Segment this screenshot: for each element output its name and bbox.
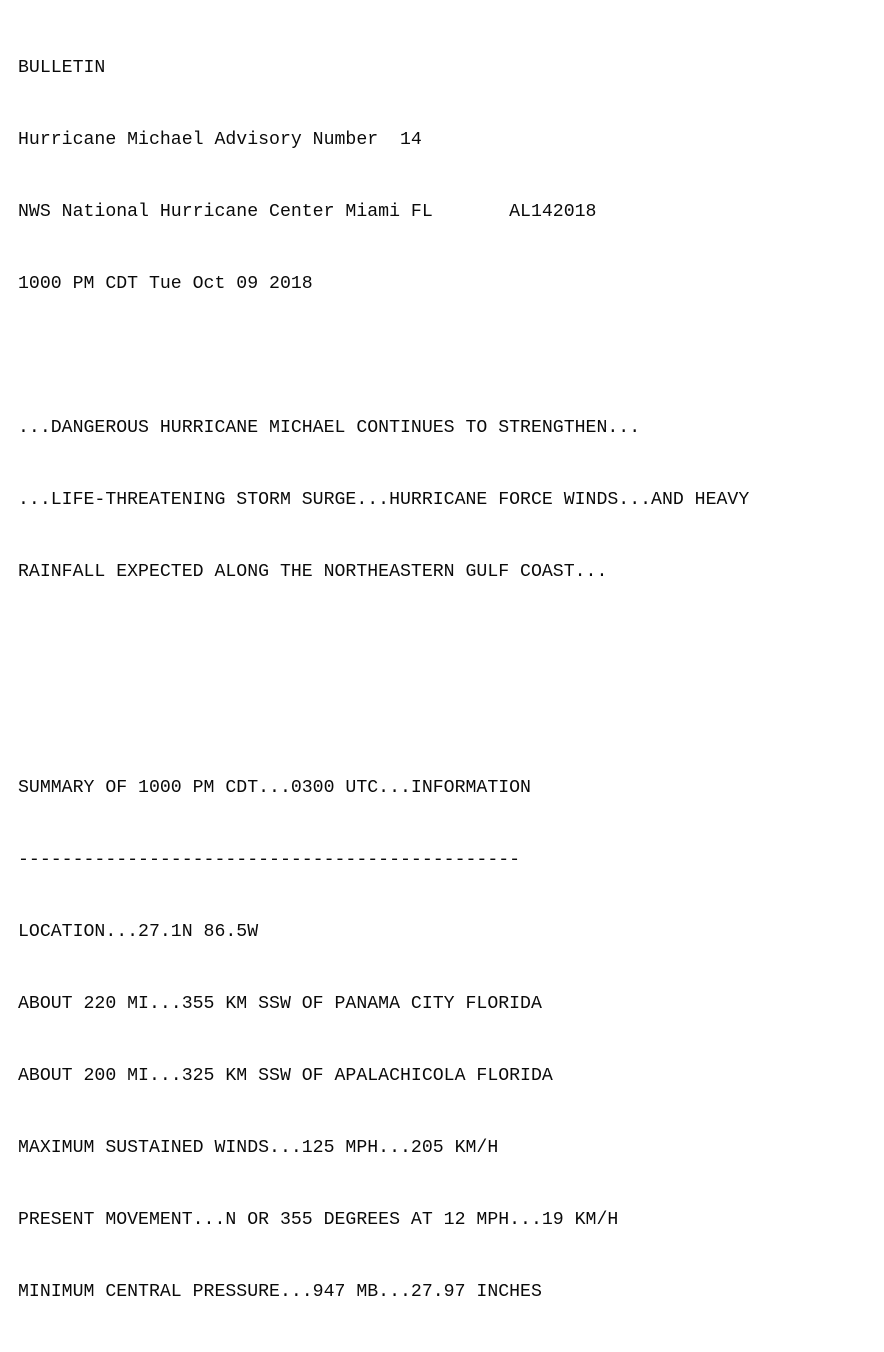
summary-movement: PRESENT MOVEMENT...N OR 355 DEGREES AT 12 MPH...19 KM/H (18, 1210, 619, 1230)
blank-line (18, 632, 749, 656)
summary-rule: ---------------------------------------------- (18, 850, 521, 870)
headline-2: ...LIFE-THREATENING STORM SURGE...HURRICANE FORCE WINDS...AND HEAVY (18, 490, 750, 510)
summary-pressure: MINIMUM CENTRAL PRESSURE...947 MB...27.97 INCHES (18, 1282, 542, 1302)
blank-line (18, 704, 749, 728)
summary-max-winds: MAXIMUM SUSTAINED WINDS...125 MPH...205 KM/H (18, 1138, 499, 1158)
summary-distance-panama-city: ABOUT 220 MI...355 KM SSW OF PANAMA CITY FLORIDA (18, 994, 542, 1014)
headline-1: ...DANGEROUS HURRICANE MICHAEL CONTINUES TO STRENGTHEN... (18, 418, 641, 438)
summary-distance-apalachicola: ABOUT 200 MI...325 KM SSW OF APALACHICOLA FLORIDA (18, 1066, 553, 1086)
blank-line (18, 344, 749, 368)
summary-location: LOCATION...27.1N 86.5W (18, 922, 259, 942)
headline-3: RAINFALL EXPECTED ALONG THE NORTHEASTERN GULF COAST... (18, 562, 608, 582)
bulletin-text (18, 8, 749, 1352)
summary-title: SUMMARY OF 1000 PM CDT...0300 UTC...INFORMATION (18, 778, 531, 798)
issuing-office: NWS National Hurricane Center Miami FL AL142018 (18, 202, 597, 222)
issue-time: 1000 PM CDT Tue Oct 09 2018 (18, 274, 313, 294)
product-type: BULLETIN (18, 58, 106, 78)
advisory-title: Hurricane Michael Advisory Number 14 (18, 130, 422, 150)
